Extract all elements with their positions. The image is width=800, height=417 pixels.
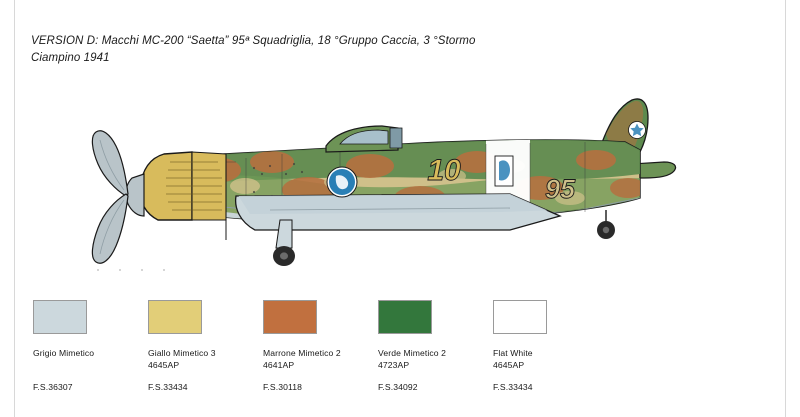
- aircraft-profile-illustration: [40, 70, 760, 285]
- swatch-name-flat-white: Flat White: [493, 348, 533, 358]
- caption-line-1: VERSION D: Macchi MC-200 “Saetta” 95ª Squadriglia, 18 °Gruppo Caccia, 3 °Stormo: [31, 35, 476, 47]
- tail-code-text: 95: [544, 174, 576, 204]
- swatch-name-grigio-mimetico: Grigio Mimetico: [33, 348, 95, 358]
- cockpit-canopy: [326, 126, 402, 152]
- swatch-color-flat-white: [493, 300, 547, 334]
- fuselage-insignia: [327, 167, 357, 197]
- swatch-color-verde-mimetico-2: [378, 300, 432, 334]
- swatch-color-grigio-mimetico: [33, 300, 87, 334]
- swatch-fs-marrone-mimetico-2: F.S.30118: [263, 382, 302, 393]
- tail-wheel: [597, 210, 615, 239]
- swatch-name-marrone-mimetico-2: Marrone Mimetico 2: [263, 348, 341, 358]
- swatch-fs-giallo-mimetico-3: F.S.33434: [148, 382, 188, 393]
- swatch-fs-grigio-mimetico: F.S.36307: [33, 382, 73, 393]
- swatch-fs-flat-white: F.S.33434: [493, 382, 533, 393]
- swatch-name-verde-mimetico-2: Verde Mimetico 2: [378, 348, 446, 358]
- caption-line-2: Ciampino 1941: [31, 51, 110, 64]
- swatch-name-giallo-mimetico-3: Giallo Mimetico 3: [148, 348, 216, 358]
- engine-cowling: [126, 152, 226, 220]
- fuselage-code-text: 10: [427, 154, 461, 187]
- swatch-code-verde-mimetico-2: 4723AP: [378, 359, 410, 370]
- swatch-code-giallo-mimetico-3: 4645AP: [148, 359, 180, 370]
- swatch-code-marrone-mimetico-2: 4641AP: [263, 359, 295, 370]
- right-margin-rule: [785, 0, 786, 417]
- ground-reference-dots: [97, 269, 165, 271]
- white-band-marking: [495, 156, 513, 186]
- swatch-code-flat-white: 4645AP: [493, 359, 525, 370]
- swatch-color-marrone-mimetico-2: [263, 300, 317, 334]
- color-legend: [33, 300, 768, 400]
- swatch-color-giallo-mimetico-3: [148, 300, 202, 334]
- swatch-fs-verde-mimetico-2: F.S.34092: [378, 382, 418, 393]
- version-caption: [31, 33, 671, 66]
- propeller: [92, 131, 128, 263]
- left-margin-rule: [14, 0, 15, 417]
- legend-item-flat-white: [493, 300, 633, 392]
